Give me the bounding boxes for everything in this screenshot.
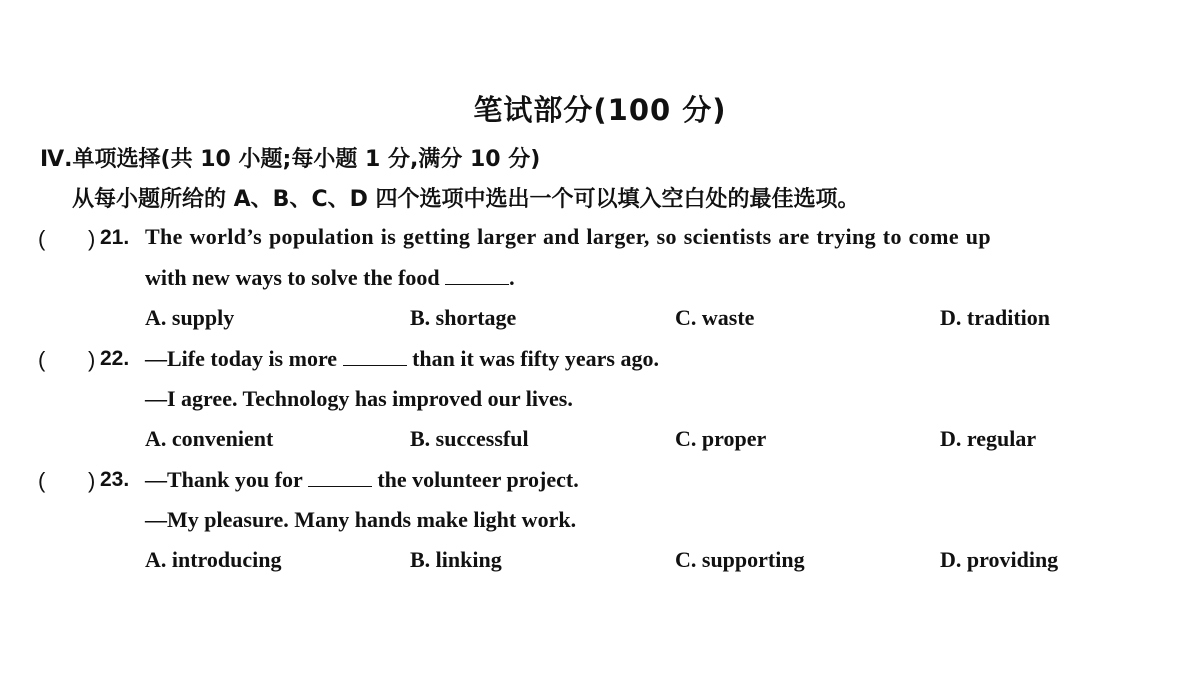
answer-paren-close: ) — [88, 468, 96, 493]
option-a: A. convenient — [145, 426, 274, 451]
option-d: D. tradition — [940, 305, 1050, 330]
page-title: 笔试部分(100 分) — [473, 93, 727, 127]
option-c: C. supporting — [675, 547, 805, 572]
section-heading: Ⅳ.单项选择(共 10 小题;每小题 1 分,满分 10 分) — [40, 147, 541, 172]
question-stem-text: —Thank you for — [145, 467, 303, 492]
answer-paren-open: ( — [38, 226, 46, 251]
question-stem-text: with new ways to solve the food — [145, 265, 440, 290]
question-stem — [145, 466, 579, 493]
question-stem-text: —Life today is more — [145, 346, 338, 371]
instruction-text: 从每小题所给的 A、B、C、D 四个选项中选出一个可以填入空白处的最佳选项。 — [72, 187, 860, 212]
option-a: A. introducing — [145, 547, 282, 572]
answer-paren-open: ( — [38, 468, 46, 493]
option-b: B. linking — [410, 547, 502, 572]
answer-paren-close: ) — [88, 226, 96, 251]
question-stem-text: . — [509, 265, 515, 290]
option-b: B. shortage — [410, 305, 517, 330]
question-stem-text: The world’s population is getting larger and larger, so scientists are trying to come up — [145, 224, 991, 249]
answer-blank — [308, 466, 372, 487]
question-stem-continued: —I agree. Technology has improved our lives. — [145, 386, 573, 411]
option-c: C. proper — [675, 426, 767, 451]
question-number: 23. — [100, 468, 130, 491]
question-stem-continued: —My pleasure. Many hands make light work. — [145, 507, 577, 532]
question-number: 22. — [100, 347, 130, 370]
answer-blank — [343, 345, 407, 366]
option-a: A. supply — [145, 305, 235, 330]
option-b: B. successful — [410, 426, 529, 451]
question-stem — [145, 345, 659, 372]
question-stem-text: than it was fifty years ago. — [412, 346, 659, 371]
option-c: C. waste — [675, 305, 755, 330]
question-number: 21. — [100, 226, 130, 249]
question-stem-text: the volunteer project. — [377, 467, 579, 492]
option-d: D. providing — [940, 547, 1059, 572]
answer-paren-close: ) — [88, 347, 96, 372]
question-stem-line — [145, 224, 1158, 250]
answer-blank — [445, 264, 509, 285]
option-d: D. regular — [940, 426, 1037, 451]
question-stem-continued — [145, 264, 515, 291]
answer-paren-open: ( — [38, 347, 46, 372]
question-stem — [145, 224, 1158, 250]
